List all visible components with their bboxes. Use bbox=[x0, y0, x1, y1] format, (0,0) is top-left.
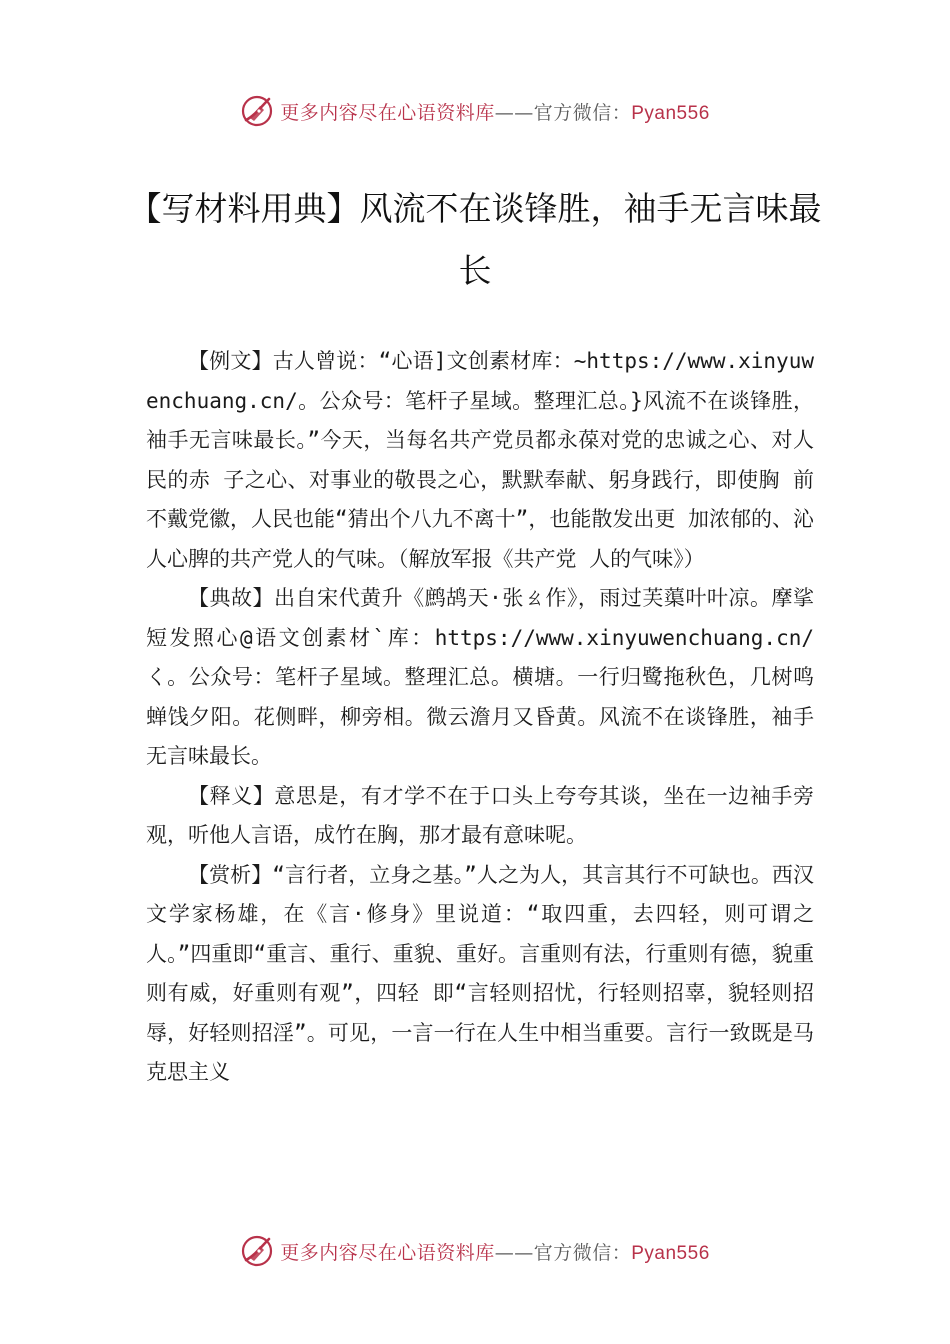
banner-wechat-label: 官方微信： bbox=[533, 101, 632, 124]
footer-banner-text bbox=[280, 1238, 710, 1265]
document-title: 【写材料用典】风流不在谈锋胜，袖手无言味最长 bbox=[128, 189, 822, 290]
banner-separator: —— bbox=[494, 101, 534, 124]
banner-separator: —— bbox=[494, 1241, 534, 1264]
banner-wechat-handle: Pyan556 bbox=[631, 1242, 710, 1264]
footer-banner bbox=[0, 1234, 950, 1268]
banner-wechat-label: 官方微信： bbox=[533, 1241, 632, 1264]
pen-nib-logo-icon bbox=[240, 94, 274, 128]
paragraph-appreciation: 【赏析】“言行者，立身之基。”人之为人，其言其行不可缺也。西汉文学家杨雄，在《言·修身》里说道：“取四重，去四轻，则可谓之人。”四重即“重言、重行、重貌、重好。言重则有法，行重则有德，貌重则有威，好重则有观”，四轻 即“言轻则招忧，行轻则招辜，貌轻则招辱，好轻则招淫”。可见，一言一行在人生中相当重要。言行一致既是马克思主义 bbox=[146, 862, 814, 1084]
header-banner-text bbox=[280, 98, 710, 125]
banner-site-name: 更多内容尽在心语资料库 bbox=[280, 101, 495, 124]
paragraph-allusion: 【典故】出自宋代黄升《鹧鸪天·张ㄠ作》，雨过芙蕖叶叶凉。摩挲短发照心@语文创素材`库：https://www.xinyuwenchuang.cn/く。公众号：笔杆子星域。整理汇总。横塘。一行归鹭拖秋色，几树鸣蝉饯夕阳。花侧畔，柳旁相。微云澹月又昏黄。风流不在谈锋胜，袖手无言味最长。 bbox=[146, 586, 814, 768]
paragraph-example: 【例文】古人曾说：“心语]文创素材库：~https://www.xinyuwenchuang.cn/。公众号：笔杆子星域。整理汇总。}风流不在谈锋胜，袖手无言味最长。”今天，当每名共产党员都永葆对党的忠诚之心、对人民的赤 子之心、对事业的敬畏之心，默默奉献、躬身践行，即使胸 前不戴党徽，人民也能“猜出个八九不离十”，也能散发出更 加浓郁的、沁人心脾的共产党人的气味。（解放军报《共产党 人的气味》） bbox=[146, 349, 814, 571]
document-body bbox=[146, 342, 814, 1093]
banner-site-name: 更多内容尽在心语资料库 bbox=[280, 1241, 495, 1264]
paragraph-meaning: 【释义】意思是，有才学不在于口头上夸夸其谈，坐在一边袖手旁观，听他人言语，成竹在胸，那才最有意味呢。 bbox=[146, 783, 814, 847]
banner-wechat-handle: Pyan556 bbox=[631, 102, 710, 124]
pen-nib-logo-icon bbox=[240, 1234, 274, 1268]
header-banner bbox=[0, 94, 950, 128]
